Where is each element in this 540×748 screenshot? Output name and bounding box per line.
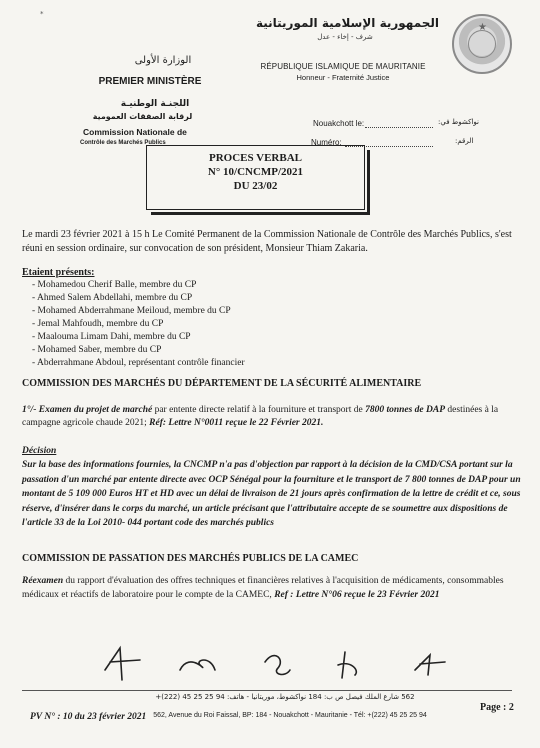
proces-verbal-box (146, 145, 365, 210)
pv-title: PROCES VERBAL (208, 152, 302, 164)
arabic-ministry: الوزارة الأولى (134, 55, 192, 66)
item1-text2: destinées à la campagne agricole chaude 2021; (22, 405, 499, 428)
french-republic-title: RÉPUBLIQUE ISLAMIQUE DE MAURITANIE (260, 62, 426, 71)
decision-heading: Décision (22, 446, 57, 456)
arabic-numero-label: الرقم: (455, 137, 474, 145)
signature-2 (180, 660, 215, 670)
footer-pv-reference: PV N° : 10 du 23 février 2021 (30, 712, 147, 722)
pv-number: N° 10/CNCMP/2021 (207, 166, 304, 178)
item1-reference: Réf: Lettre N°0011 reçue le 22 Février 2021. (149, 418, 324, 428)
intro-paragraph: Le mardi 23 février 2021 à 15 h Le Comité Permanent de la Commission Nationale de Contrôle des Marchés Publics, s'est réuni en session ordinaire, sur convocation de son président, Monsieur Thiam Zakaria. (22, 229, 512, 254)
signature-4 (338, 652, 356, 678)
item2-text: du rapport d'évaluation des offres techniques et financières relatives à l'acquisition de médicaments, consommables médicaux et réactifs de laboratoire pour le compte de la CAMEC, (22, 576, 504, 600)
item1-quantity: 7800 tonnes de DAP (365, 405, 446, 415)
list-item: - Mohamedou Cherif Balle, membre du CP (32, 280, 197, 290)
ministry-title: PREMIER MINISTÈRE (98, 76, 202, 87)
arabic-address: 562 شارع الملك فيصل ص ب: 184 نواكشوط، موريتانيا - هاتف: 94 25 25 45 (222)+ (155, 693, 415, 701)
signatures (60, 640, 500, 688)
signature-3 (265, 656, 290, 675)
item2-paragraph (22, 574, 527, 602)
pv-date: DU 23/02 (233, 180, 278, 192)
footer-divider (22, 690, 512, 691)
list-item: - Ahmed Salem Abdellahi, membre du CP (32, 293, 193, 303)
french-motto: Honneur - Fraternité Justice (296, 73, 390, 82)
item2-lead: Réexamen (22, 576, 64, 586)
national-seal-icon: ★ (452, 14, 512, 74)
page-number: Page : 2 (480, 702, 514, 713)
decision-paragraph: Sur la base des informations fournies, la CNCMP n'a pas d'objection par rapport à la décision de la CMD/CSA portant sur la passation d'un marché par entente directe avec OCP Sénégal pour la fourniture et le transport de 7 800 tonnes de DAP pour un montant de 5 109 000 Euros HT et HD avec un délai de livraison de 21 jours après confirmation de la lettre de crédit et ce, sous réserve, d'insérer dans le corps du marché, un article précisant que l'attributaire accepte de se soumettre aux dispositions de l'article 33 de la Loi 2010- 044 portant code des marchés publics (22, 460, 521, 528)
arabic-commission-line1: اللجنـة الوطنيـة (120, 99, 190, 109)
list-item: - Jemal Mahfoudh, membre du CP (32, 319, 164, 329)
nouakchott-date-line (365, 127, 433, 128)
item2-reference: Ref : Lettre N°06 reçue le 23 Février 2021 (274, 590, 440, 600)
arabic-motto: شرف - إخاء - عدل (317, 33, 373, 41)
nouakchott-label: Nouakchott le: (313, 119, 365, 128)
section1-heading: COMMISSION DES MARCHÉS DU DÉPARTEMENT DE LA SÉCURITÉ ALIMENTAIRE (22, 378, 422, 389)
french-address: 562, Avenue du Roi Faissal, BP: 184 - Nouakchott - Mauritanie - Tél: +(222) 45 25 25 94 (153, 712, 427, 719)
signature-5 (415, 655, 445, 675)
arabic-commission-line2: لرقابة الصفقات العمومية (92, 112, 193, 121)
list-item: - Maalouma Limam Dahi, membre du CP (32, 332, 191, 342)
list-item: - Abderrahmane Abdoul, représentant contrôle financier (32, 358, 245, 368)
item1-lead: 1°/- Examen du projet de marché (22, 405, 153, 415)
presents-heading: Etaient présents: (22, 267, 95, 278)
commission-line1: Commission Nationale de (83, 127, 187, 137)
item1-paragraph (22, 404, 527, 430)
list-item: - Mohamed Saber, membre du CP (32, 345, 162, 355)
commission-line2: Contrôle des Marchés Publics (80, 140, 166, 146)
numero-label: Numéro: (311, 138, 342, 147)
signature-1 (105, 648, 140, 680)
arabic-nouakchott-label: نواكشوط في: (438, 118, 479, 126)
corner-mark: * (40, 10, 44, 18)
arabic-republic-title: الجمهورية الإسلامية الموريتانية (255, 16, 440, 30)
list-item: - Mohamed Abderrahmane Meiloud, membre du CP (32, 306, 231, 316)
section2-heading: COMMISSION DE PASSATION DES MARCHÉS PUBLICS DE LA CAMEC (22, 553, 359, 564)
signatures-drawing (60, 640, 500, 688)
item1-text: par entente directe relatif à la fourniture et transport de (152, 405, 366, 415)
presents-list (32, 279, 245, 370)
